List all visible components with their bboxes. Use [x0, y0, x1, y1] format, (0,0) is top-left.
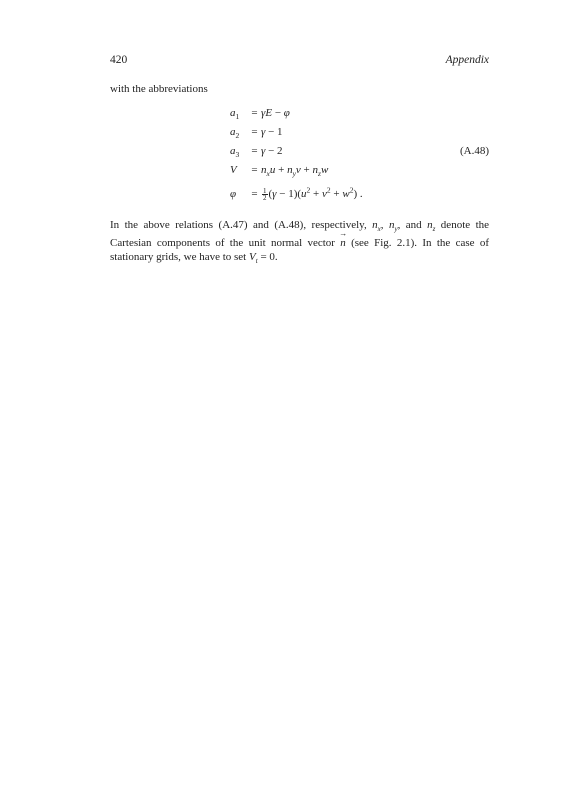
equation-lhs: φ — [230, 187, 237, 200]
equation-lhs: $a_1$ — [230, 107, 240, 122]
fraction-one-half: $\frac{1}{2}$ — [263, 186, 267, 202]
equation-a1 — [230, 104, 489, 123]
equation-rhs: γ − 2 — [261, 145, 283, 157]
equation-rhs: $(\gamma - 1)(u^2 + v^2 + w^2)$ . — [268, 185, 363, 200]
equation-rhs: $n_xu + n_yv + n_zw$ — [261, 164, 329, 179]
equation-relation: = — [251, 107, 258, 119]
body-paragraph: In the above relations (A.47) and (A.48), respectively, $n_x$, $n_y$, and $n_z$ denote the Cartesian components of the unit normal vector → n (see Fig. 2.1). In the case of stationary grids, we have to set $V_t = 0$. — [110, 218, 489, 268]
symbol-ny: $n_y$ — [388, 219, 398, 234]
equation-lhs: $a_3$ — [230, 145, 240, 160]
page-number: 420 — [110, 54, 128, 66]
page-header — [110, 54, 489, 70]
equation-lhs: $a_2$ — [230, 126, 240, 141]
symbol-nz: $n_z$ — [427, 219, 436, 234]
intro-text: with the abbreviations — [110, 83, 208, 95]
equation-lhs: V — [230, 164, 237, 176]
equation-number: (A.48) — [459, 145, 489, 157]
equation-relation: = — [251, 187, 258, 200]
equation-relation: = — [251, 145, 258, 157]
symbol-vt: $V_t$ — [249, 251, 258, 266]
equation-rhs: γ − 1 — [261, 126, 283, 138]
equation-a3 — [230, 142, 489, 161]
equation-block-a48 — [230, 104, 489, 202]
equation-phi — [230, 180, 489, 202]
equation-rhs: γE − φ — [261, 107, 290, 119]
equation-relation: = — [251, 164, 258, 176]
symbol-nx: $n_x$ — [372, 219, 381, 234]
equation-v — [230, 161, 489, 180]
equation-relation: = — [251, 126, 258, 138]
running-title: Appendix — [445, 54, 489, 66]
equation-a2 — [230, 123, 489, 142]
symbol-normal-vector: → n — [340, 236, 346, 250]
